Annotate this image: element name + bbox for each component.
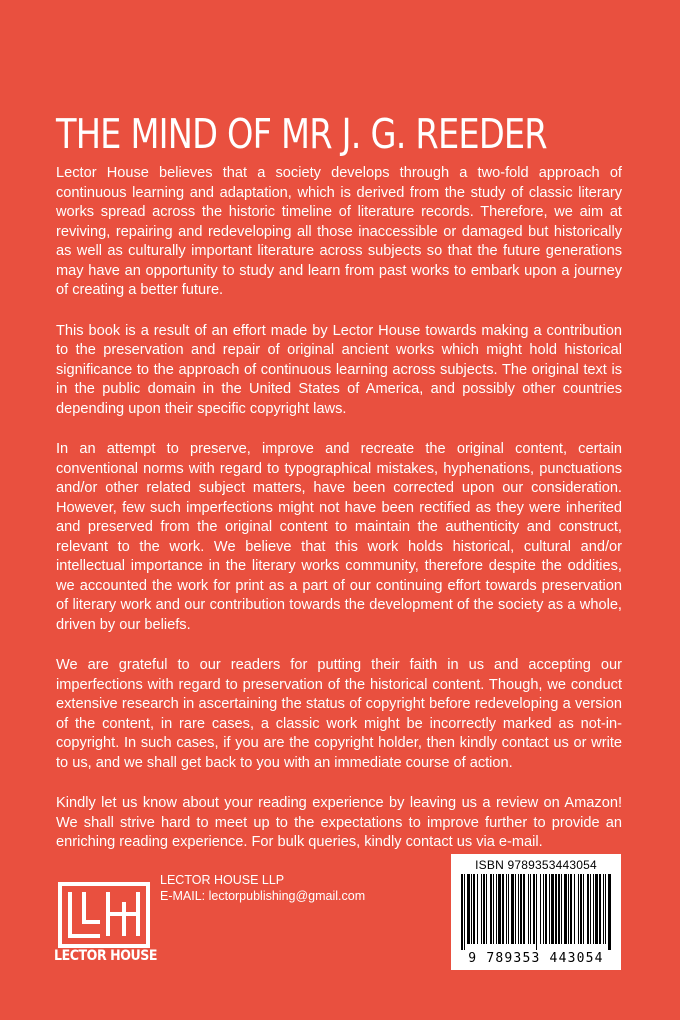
barcode-bar	[590, 874, 591, 944]
barcode-bar	[564, 874, 567, 944]
barcode-bar	[520, 874, 522, 944]
book-title: THE MIND OF MR J. G. REEDER	[56, 110, 547, 158]
paragraph-3: In an attempt to preserve, improve and recreate the original content, certain conventional norms with regard to typographical mistakes, hyphenations, punctuations and/or other related subject matters, have been corrected upon our consideration. However, few such imperfections might not have been rectified as they were inherited and preserved from the original content to maintain the authenticity and construct, relevant to the work. We believe that this work holds historical, cultural and/or intellectual importance in the literary works community, therefore despite the oddities, we accounted the work for print as a part of our continuing effort towards preservation of literary work and our contribution towards the development of the society as a whole, driven by our beliefs.	[56, 441, 622, 633]
barcode-bar	[498, 874, 501, 944]
barcode-bar	[473, 874, 475, 944]
barcode-bar	[608, 874, 611, 950]
barcode-bar	[578, 874, 579, 944]
barcode-bar	[528, 874, 529, 944]
barcode-bar	[599, 874, 601, 944]
barcode-bar	[583, 874, 584, 944]
barcode-bar	[515, 874, 516, 944]
paragraph-5: Kindly let us know about your reading experience by leaving us a review on Amazon! We shall strive hard to meet up to the expectations to improve further to provide an enriching reading experience. For bulk queries, kindly contact us via e-mail.	[56, 795, 622, 850]
paragraph-1: Lector House believes that a society develops through a two-fold approach of continuous learning and adaptation, which is derived from the study of classic literary works spread across the historic timeline of literature records. Therefore, we aim at reviving, repairing and redeveloping all those inaccessible or damaged but historically as well as culturally important literature across subjects so that the future generations may have an opportunity to study and learn from past works to embark upon a journey of creating a better future.	[56, 165, 622, 298]
barcode-bar	[523, 874, 525, 944]
barcode-bar	[595, 874, 598, 944]
barcode-bar	[555, 874, 557, 944]
publisher-email: E-MAIL: lectorpublishing@gmail.com	[160, 889, 366, 903]
description-text	[56, 164, 622, 874]
isbn-label: ISBN 9789353443054	[475, 858, 597, 872]
barcode-bar	[549, 874, 550, 944]
barcode-bar	[561, 874, 562, 944]
barcode-bar	[603, 874, 604, 944]
barcode-bar	[483, 874, 485, 944]
barcode-bar	[511, 874, 514, 944]
logo-caption: LECTOR HOUSE	[54, 948, 158, 964]
barcode-bar	[545, 874, 547, 944]
barcode-bar	[477, 874, 478, 944]
barcode-bar	[570, 874, 572, 944]
barcode-bar	[574, 874, 575, 944]
barcode-bar	[508, 874, 509, 944]
barcode-bar	[558, 874, 560, 944]
barcode-bar	[493, 874, 494, 944]
barcode-bar	[551, 874, 554, 944]
barcode-bar	[605, 874, 606, 944]
paragraph-4: We are grateful to our readers for putting their faith in us and accepting our imperfections with regard to preservation of the historical content. Though, we conduct extensive research in ascertaining the status of copyright before redeveloping a version of the content, in rare cases, a classic work might be incorrectly marked as not-in-copyright. In such cases, if you are the copyright holder, then kindly contact us or write to us, and we shall get back to you with an immediate course of action.	[56, 657, 622, 771]
barcode-bar	[496, 874, 497, 944]
barcode-bar	[536, 874, 537, 950]
barcode-box	[451, 854, 621, 970]
barcode-bar	[580, 874, 582, 944]
barcode-bar	[543, 874, 544, 944]
barcode-bar	[502, 874, 504, 944]
barcode-bar	[568, 874, 569, 944]
barcode-bar	[464, 874, 465, 950]
barcode-bar	[471, 874, 472, 944]
barcode-bar	[506, 874, 507, 944]
barcode-bar	[467, 874, 470, 944]
barcode-bar	[530, 874, 531, 944]
publisher-name: LECTOR HOUSE LLP	[160, 873, 285, 887]
barcode-bar	[533, 874, 535, 944]
barcode-bar	[518, 874, 519, 944]
barcode-bar	[486, 874, 487, 944]
barcode-bar	[540, 874, 541, 944]
barcode-bar	[481, 874, 482, 944]
publisher-info	[160, 872, 365, 904]
barcode-bar	[490, 874, 492, 944]
barcode-icon	[457, 874, 615, 950]
barcode-digits: 9 789353 443054	[468, 951, 604, 966]
barcode-bar	[461, 874, 463, 950]
barcode-bar	[587, 874, 589, 944]
paragraph-2: This book is a result of an effort made by Lector House towards making a contribution to the preservation and repair of original ancient works which might hold historical significance to the approach of continuous learning across subjects. The original text is in the public domain in the United States of America, and possibly other countries depending upon their specific copyright laws.	[56, 322, 622, 417]
barcode-bar	[593, 874, 594, 944]
